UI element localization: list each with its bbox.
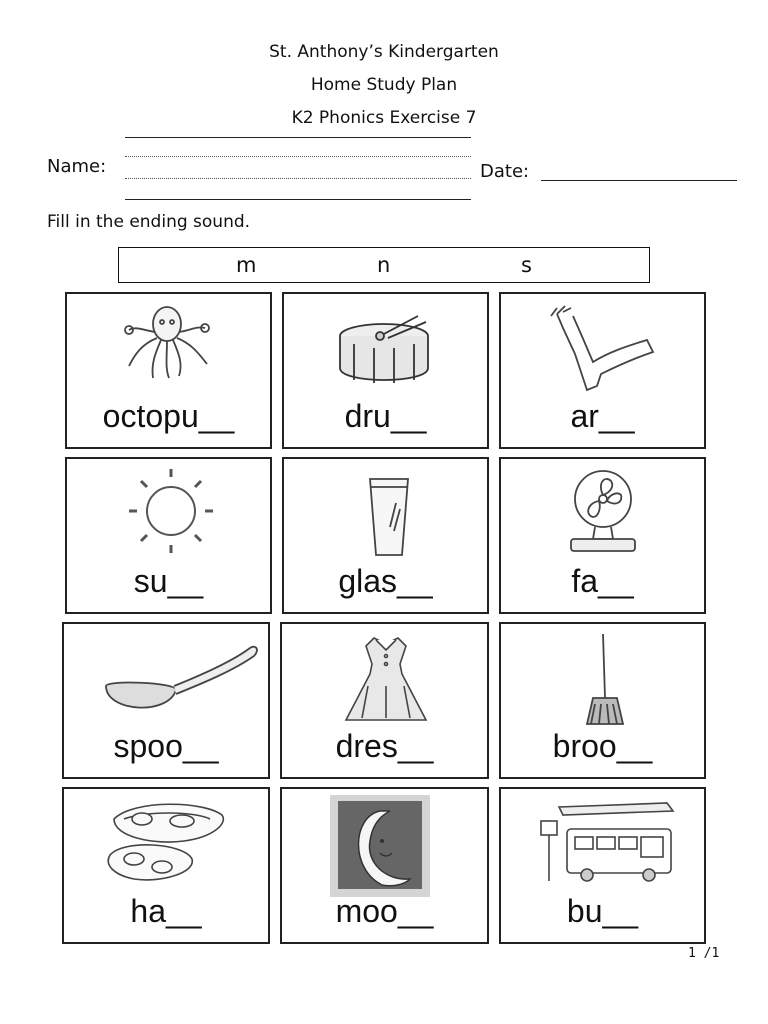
card-word[interactable]: glas__: [338, 563, 433, 599]
exercise-card-drum: [282, 292, 489, 449]
card-word[interactable]: dru__: [344, 398, 427, 434]
divider-line: [125, 137, 471, 138]
school-title: St. Anthony’s Kindergarten: [269, 42, 499, 62]
plan-title: Home Study Plan: [310, 75, 458, 95]
date-writing-line[interactable]: [541, 180, 737, 181]
exercise-card-bus: [499, 787, 706, 944]
card-word[interactable]: ar__: [570, 398, 635, 434]
exercise-card-glass: [282, 457, 489, 614]
card-word[interactable]: octopu__: [102, 398, 235, 434]
name-writing-line[interactable]: [125, 156, 471, 157]
word-bank-letter: s: [521, 253, 532, 277]
exercise-card-dress: [280, 622, 489, 779]
exercise-card-fan: [499, 457, 706, 614]
exercise-card-sun: [65, 457, 272, 614]
name-writing-line[interactable]: [125, 178, 471, 179]
divider-line: [125, 199, 471, 200]
exercise-card-arm: [499, 292, 706, 449]
word-bank-letter: n: [377, 253, 391, 277]
word-bank: [118, 247, 650, 283]
card-word[interactable]: fa__: [571, 563, 634, 599]
card-word[interactable]: moo__: [335, 893, 434, 929]
exercise-card-spoon: [62, 622, 270, 779]
exercise-title: K2 Phonics Exercise 7: [291, 108, 477, 128]
card-word[interactable]: bu__: [566, 893, 639, 929]
card-word[interactable]: ha__: [130, 893, 202, 929]
page-number: 1 /1: [688, 946, 720, 961]
instruction-text: Fill in the ending sound.: [47, 212, 251, 232]
card-word[interactable]: su__: [133, 563, 204, 599]
card-word[interactable]: spoo__: [113, 728, 219, 764]
exercise-card-broom: [499, 622, 706, 779]
name-label: Name:: [47, 156, 107, 177]
card-word[interactable]: broo__: [552, 728, 653, 764]
exercise-card-octopus: [65, 292, 272, 449]
exercise-card-moon: [280, 787, 489, 944]
date-label: Date:: [480, 161, 530, 182]
card-word[interactable]: dres__: [335, 728, 434, 764]
word-bank-letter: m: [236, 253, 257, 277]
exercise-card-ham: [62, 787, 270, 944]
